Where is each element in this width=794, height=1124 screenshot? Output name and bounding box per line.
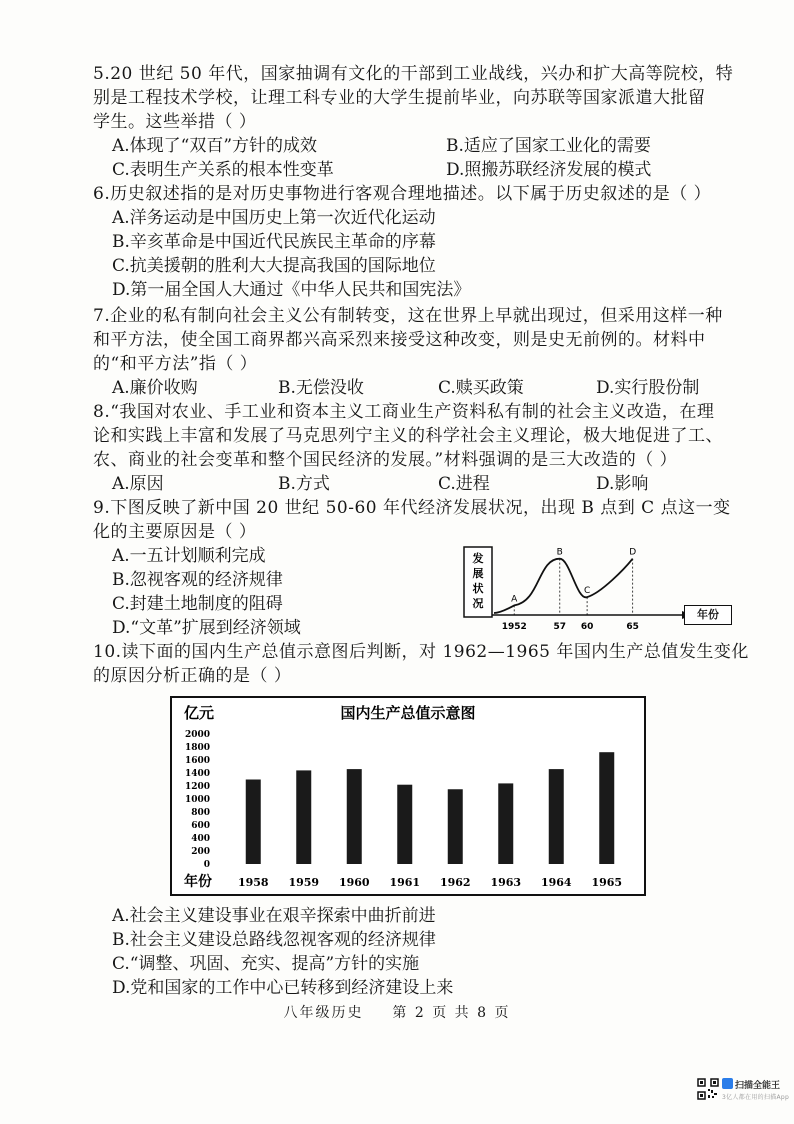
q8-stem-line-2: 论和实践上丰富和发展了马克思列宁主义的科学社会主义理论，极大地促进了工、 xyxy=(93,426,723,446)
q5-option-c: C.表明生产关系的根本性变革 xyxy=(112,160,334,180)
gdp-y-tick-label: 1800 xyxy=(184,743,210,753)
point-b-label: B xyxy=(556,547,563,558)
footer-subject: 八年级历史 xyxy=(283,1005,364,1021)
q8-option-c: C.进程 xyxy=(438,474,490,494)
gdp-y-tick-label: 1000 xyxy=(184,795,210,805)
gdp-y-tick-label: 400 xyxy=(191,834,210,844)
development-curve xyxy=(494,559,633,613)
gdp-x-tick-label: 1963 xyxy=(490,876,522,889)
mini-x-tick-label: 57 xyxy=(553,622,567,632)
q5-stem-line-1: 5.20 世纪 50 年代，国家抽调有文化的干部到工业战线，兴办和扩大高等院校，特 xyxy=(93,64,734,84)
q5-stem-line-3: 学生。这些举措（ ） xyxy=(93,112,257,132)
gdp-x-tick-label: 1965 xyxy=(591,876,623,889)
gdp-bar-1959 xyxy=(296,770,311,864)
gdp-bar-1965 xyxy=(599,752,614,864)
q7-stem-line-3: 的“和平方法”指（ ） xyxy=(93,354,258,374)
q5-stem-line-2: 别是工程技术学校，让理工科专业的大学生提前毕业，向苏联等国家派遣大批留 xyxy=(93,88,706,108)
q5-option-d: D.照搬苏联经济发展的模式 xyxy=(446,160,652,180)
q7-stem-line-2: 和平方法，使全国工商界都兴高采烈来接受这种改变，则是史无前例的。材料中 xyxy=(93,330,706,350)
q8-option-d: D.影响 xyxy=(596,474,649,494)
q8-stem-line-3: 农、商业的社会变革和整个国民经济的发展。”材料强调的是三大改造的（ ） xyxy=(93,450,678,470)
q9-option-b: B.忽视客观的经济规律 xyxy=(112,570,283,590)
development-label-char-3: 状 xyxy=(472,582,484,595)
q7-option-b: B.无偿没收 xyxy=(278,378,364,398)
gdp-bar-1958 xyxy=(246,780,261,865)
gdp-x-tick-label: 1961 xyxy=(389,876,421,889)
point-d-label: D xyxy=(629,547,637,558)
gdp-x-tick-label: 1960 xyxy=(338,876,370,889)
economic-development-line-chart xyxy=(448,543,693,635)
qr-code-icon xyxy=(697,1078,719,1100)
gdp-y-tick-label: 1400 xyxy=(184,769,210,779)
gdp-x-tick-label: 1958 xyxy=(237,876,269,889)
development-label-char-4: 况 xyxy=(472,597,484,610)
gdp-bar-1960 xyxy=(347,769,362,864)
footer-page-number: 第 2 页 共 8 页 xyxy=(392,1005,511,1021)
mini-x-ticks xyxy=(502,622,639,632)
q9-option-c: C.封建土地制度的阻碍 xyxy=(112,594,283,614)
q10-option-b: B.社会主义建设总路线忽视客观的经济规律 xyxy=(112,930,436,950)
mini-x-tick-label: 1952 xyxy=(501,622,527,632)
mini-x-axis-label: 年份 xyxy=(684,605,732,625)
page-footer xyxy=(0,1002,794,1022)
development-label-char-2: 展 xyxy=(472,567,484,580)
mini-x-tick-label: 65 xyxy=(626,622,639,632)
gdp-y-tick-label: 1600 xyxy=(184,756,210,766)
scanner-watermark xyxy=(722,1078,789,1101)
q9-stem-line-2: 化的主要原因是（ ） xyxy=(93,522,257,542)
gdp-bar-1963 xyxy=(498,783,513,864)
q6-stem-line-1: 6.历史叙述指的是对历史事物进行客观合理地描述。以下属于历史叙述的是（ ） xyxy=(93,184,712,204)
gdp-x-tick-label: 1962 xyxy=(439,876,471,889)
q6-option-a: A.洋务运动是中国历史上第一次近代化运动 xyxy=(112,208,436,228)
gdp-bar-chart xyxy=(170,696,646,896)
q6-option-b: B.辛亥革命是中国近代民族民主革命的序幕 xyxy=(112,232,436,252)
q5-option-b: B.适应了国家工业化的需要 xyxy=(446,136,651,156)
q8-option-b: B.方式 xyxy=(278,474,330,494)
gdp-y-tick-label: 600 xyxy=(191,821,210,831)
q9-option-d: D.“文革”扩展到经济领域 xyxy=(112,618,301,638)
gdp-x-axis-label: 年份 xyxy=(184,874,212,890)
mini-x-tick-label: 60 xyxy=(580,622,594,632)
q10-stem-line-2: 的原因分析正确的是（ ） xyxy=(93,666,292,686)
gdp-x-tick-label: 1964 xyxy=(540,876,572,889)
q7-option-c: C.赎买政策 xyxy=(438,378,524,398)
q10-option-d: D.党和国家的工作中心已转移到经济建设上来 xyxy=(112,978,454,998)
gdp-x-tick-label: 1959 xyxy=(288,876,320,889)
q7-option-d: D.实行股份制 xyxy=(596,378,700,398)
q7-option-a: A.廉价收购 xyxy=(112,378,198,398)
gdp-bar-1961 xyxy=(397,785,412,864)
gdp-chart-title: 国内生产总值示意图 xyxy=(340,704,476,722)
q8-stem-line-1: 8.“我国对农业、手工业和资本主义工商业生产资料私有制的社会主义改造，在理 xyxy=(93,402,715,422)
q8-option-a: A.原因 xyxy=(112,474,164,494)
cs-logo-icon xyxy=(722,1078,733,1089)
gdp-y-tick-label: 2000 xyxy=(184,730,210,740)
q10-option-c: C.“调整、巩固、充实、提高”方针的实施 xyxy=(112,954,420,974)
q7-stem-line-1: 7.企业的私有制向社会主义公有制转变，这在世界上早就出现过，但采用这样一种 xyxy=(93,306,723,326)
scanner-brand: 扫描全能王 xyxy=(735,1081,781,1091)
scanner-subtitle: 3亿人都在用的扫描App xyxy=(722,1094,790,1101)
gdp-y-axis-unit: 亿元 xyxy=(184,704,215,722)
q9-stem-line-1: 9.下图反映了新中国 20 世纪 50-60 年代经济发展状况，出现 B 点到 C 点这一变 xyxy=(93,498,731,518)
q10-option-a: A.社会主义建设事业在艰辛探索中曲折前进 xyxy=(112,906,436,926)
gdp-bar-1964 xyxy=(549,769,564,864)
development-label-char-1: 发 xyxy=(472,552,484,565)
q6-option-d: D.第一届全国人大通过《中华人民共和国宪法》 xyxy=(112,280,471,300)
q9-option-a: A.一五计划顺利完成 xyxy=(112,546,266,566)
q5-option-a: A.体现了“双百”方针的成效 xyxy=(112,136,318,156)
gdp-y-tick-label: 0 xyxy=(203,860,210,870)
gdp-y-tick-label: 200 xyxy=(191,847,210,857)
point-c-label: C xyxy=(583,586,591,597)
q6-option-c: C.抗美援朝的胜利大大提高我国的国际地位 xyxy=(112,256,436,276)
gdp-bar-1962 xyxy=(448,789,463,864)
gdp-y-tick-label: 800 xyxy=(191,808,210,818)
q10-stem-line-1: 10.读下面的国内生产总值示意图后判断，对 1962—1965 年国内生产总值发生变化 xyxy=(93,642,749,662)
point-a-label: A xyxy=(511,594,518,605)
gdp-y-tick-label: 1200 xyxy=(184,782,210,792)
